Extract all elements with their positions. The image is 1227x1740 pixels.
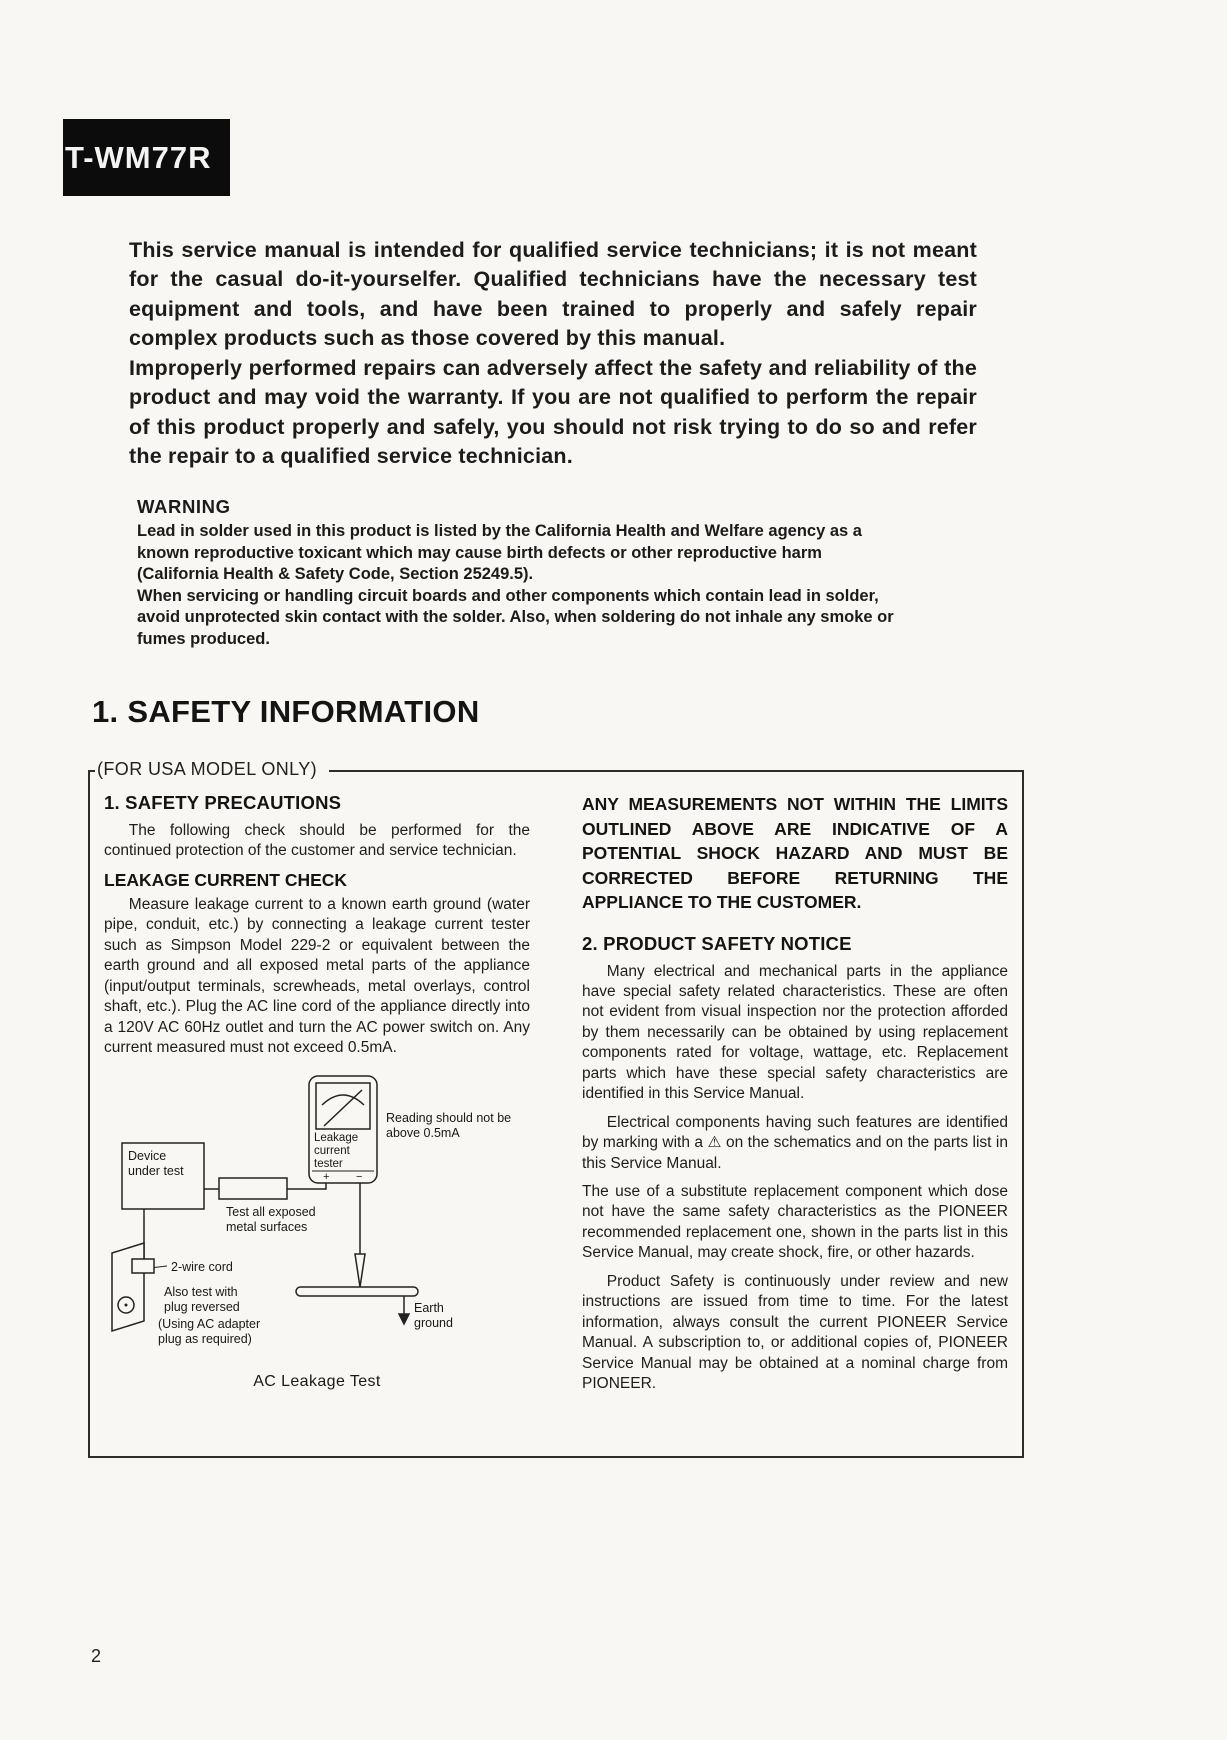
limits-warning-text: ANY MEASUREMENTS NOT WITHIN THE LIMITS OUTLINED ABOVE ARE INDICATIVE OF A POTENTIAL SHOCK HAZARD AND MUST BE CORRECTED BEFORE RETURNING THE APPLIANCE TO THE CUSTOMER. xyxy=(582,794,1008,912)
warning-paragraph-2: When servicing or handling circuit boards and other components which contain lead in solder, avoid unprotected skin contact with the solder. Also, when soldering do not inhale any smoke or fumes produced. xyxy=(137,586,894,649)
warning-paragraph-1: Lead in solder used in this product is listed by the California Health and Welfare agency as a known reproductive toxicant which may cause birth defects or other reproductive harm (California Health & Safety Code, Section 25249.5). xyxy=(137,522,862,584)
exposed-metal-bar xyxy=(296,1287,418,1296)
ac-plug xyxy=(132,1259,154,1273)
ac-adapter-note: (Using AC adapter plug as required) xyxy=(158,1316,261,1346)
left-column xyxy=(104,792,530,1403)
diagram-caption: AC Leakage Test xyxy=(253,1372,381,1390)
intro-text xyxy=(129,236,977,472)
warning-block xyxy=(137,496,907,651)
safety-precautions-heading: 1. SAFETY PRECAUTIONS xyxy=(104,792,342,813)
page-number: 2 xyxy=(91,1646,102,1666)
product-safety-paragraph-1: Many electrical and mechanical parts in the appliance have special safety related characteristics. These are often not evident from visual inspection nor the protection afforded by them necessarily can be obtained by using replacement components rated for voltage, wattage, etc. Replacement parts which have these special safety characteristics are identified in this Service Manual. xyxy=(582,962,1008,1103)
product-safety-heading: 2. PRODUCT SAFETY NOTICE xyxy=(582,932,852,954)
device-under-test-label: Device under test xyxy=(128,1148,184,1178)
product-safety-paragraph-3: The use of a substitute replacement component which dose not have the same safety characteristics as the PIONEER recommended replacement one, shown in the parts list in this Service Manual, may create shock, fire, or other hazards. xyxy=(582,1183,1008,1262)
usa-model-legend: (FOR USA MODEL ONLY) xyxy=(95,759,329,780)
metal-surface-contact xyxy=(219,1178,287,1199)
earth-ground-arrowhead xyxy=(399,1314,409,1324)
right-column xyxy=(582,792,1008,1403)
leakage-check-heading: LEAKAGE CURRENT CHECK xyxy=(104,869,348,890)
earth-ground-label: Earth ground xyxy=(414,1300,453,1330)
product-safety-paragraph-2: Electrical components having such features are identified by marking with a ⚠ on the schematics and on the parts list in this Service Manual. xyxy=(582,1113,1008,1172)
safety-precautions-paragraph: The following check should be performed for the continued protection of the customer and service technician. xyxy=(104,822,530,860)
plug-reversed-note: Also test with plug reversed xyxy=(164,1284,240,1314)
model-badge: T-WM77R xyxy=(63,119,230,196)
product-safety-paragraph-4: Product Safety is continuously under review and new instructions are issued from time to time. For the latest information, always consult the current PIONEER Service Manual. A subscription to, or additional copies of, PIONEER Service Manual may be obtained at a nominal charge from PIONEER. xyxy=(582,1272,1008,1393)
intro-paragraph-1: This service manual is intended for qualified service technicians; it is not meant for the casual do-it-yourselfer. Qualified technicians have the necessary test equipment and tools, and have been trained to properly and safely repair complex products such as those covered by this manual. xyxy=(129,238,977,351)
leakage-tester-label: Leakage current tester xyxy=(314,1131,359,1170)
test-probe xyxy=(355,1254,365,1287)
ac-leakage-diagram xyxy=(104,1071,532,1371)
outlet-receptacle-dot xyxy=(125,1303,128,1306)
test-surfaces-label: Test all exposed metal surfaces xyxy=(226,1204,316,1234)
warning-title: WARNING xyxy=(137,496,231,517)
wall-outlet-plate xyxy=(112,1243,144,1331)
reading-limit-label: Reading should not be above 0.5mA xyxy=(386,1110,512,1140)
usa-model-box xyxy=(88,759,1024,1458)
meter-minus-mark: − xyxy=(356,1170,363,1183)
two-column-layout xyxy=(104,792,1008,1403)
meter-plus-mark: + xyxy=(323,1170,330,1183)
leakage-check-paragraph: Measure leakage current to a known earth ground (water pipe, conduit, etc.) by connecting a leakage current tester such as Simpson Model 229-2 or equivalent between the earth ground and all exposed metal parts of the appliance (input/output terminals, screwheads, metal overlays, control shaft, etc.). Plug the AC line cord of the appliance directly into a 120V AC 60Hz outlet and turn the AC power switch on. Any current measured must not exceed 0.5mA. xyxy=(104,895,530,1057)
section-heading: 1. SAFETY INFORMATION xyxy=(92,694,480,729)
two-wire-cord-label: 2-wire cord xyxy=(171,1259,233,1274)
intro-paragraph-2: Improperly performed repairs can adversely affect the safety and reliability of the product and may void the warranty. If you are not qualified to perform the repair of this product properly and safely, you should not risk trying to do so and refer the repair to a qualified service technician. xyxy=(129,355,977,469)
